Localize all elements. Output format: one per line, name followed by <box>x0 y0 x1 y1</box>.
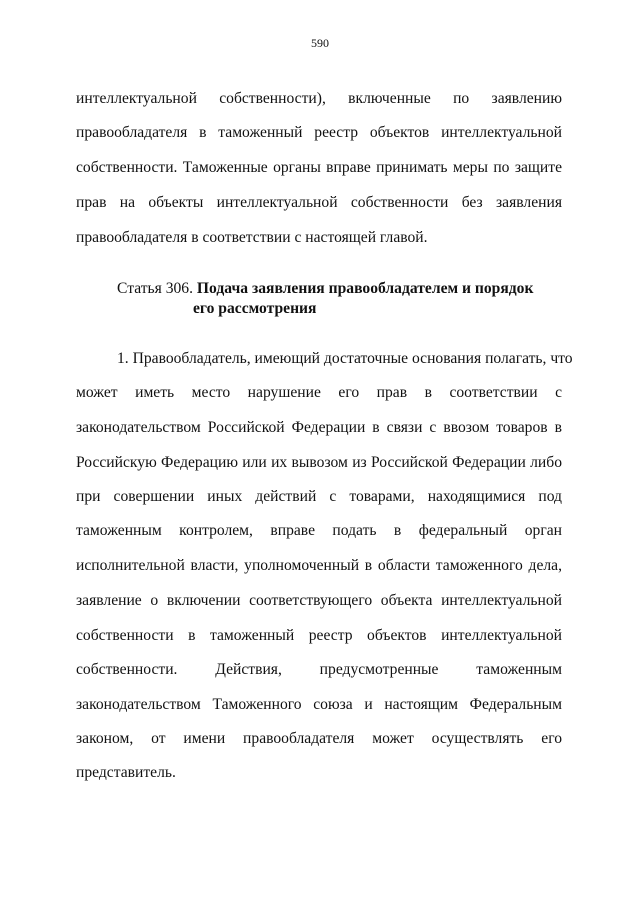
text-line: интеллектуальной собственности), включенные по заявлению <box>76 90 562 107</box>
text-line: 1. Правообладатель, имеющий достаточные основания полагать, что <box>117 350 573 367</box>
text-line: исполнительной власти, уполномоченный в области таможенного дела, <box>76 557 562 574</box>
text-line: правообладателя в таможенный реестр объектов интеллектуальной <box>76 124 562 141</box>
text-line: собственности. Таможенные органы вправе принимать меры по защите <box>76 159 562 176</box>
text-line: собственности. Действия, предусмотренные таможенным <box>76 661 562 678</box>
article-label: Статья 306. <box>117 280 194 297</box>
text-line: законодательством Российской Федерации в связи с ввозом товаров в <box>76 419 562 436</box>
text-line: правообладателя в соответствии с настоящей главой. <box>76 229 428 246</box>
text-line: при совершении иных действий с товарами, находящимися под <box>76 488 562 505</box>
text-line: таможенным контролем, вправе подать в федеральный орган <box>76 522 562 539</box>
article-heading-line2 <box>193 300 316 318</box>
text-line: законодательством Таможенного союза и настоящим Федеральным <box>76 696 562 713</box>
text-line: представитель. <box>76 764 176 781</box>
article-title-continuation: его рассмотрения <box>193 300 317 317</box>
text-line: собственности в таможенный реестр объектов интеллектуальной <box>76 627 562 644</box>
article-heading-line1 <box>117 280 533 298</box>
text-line: Российскую Федерацию или их вывозом из Российской Федерации либо <box>76 454 562 471</box>
page-number: 590 <box>311 36 329 50</box>
text-line: заявление о включении соответствующего объекта интеллектуальной <box>76 592 562 609</box>
text-line: может иметь место нарушение его прав в соответствии с <box>76 384 562 401</box>
article-title: Подача заявления правообладателем и порядок <box>196 280 534 297</box>
text-line: прав на объекты интеллектуальной собственности без заявления <box>76 194 562 211</box>
text-line: законом, от имени правообладателя может осуществлять его <box>76 730 562 747</box>
